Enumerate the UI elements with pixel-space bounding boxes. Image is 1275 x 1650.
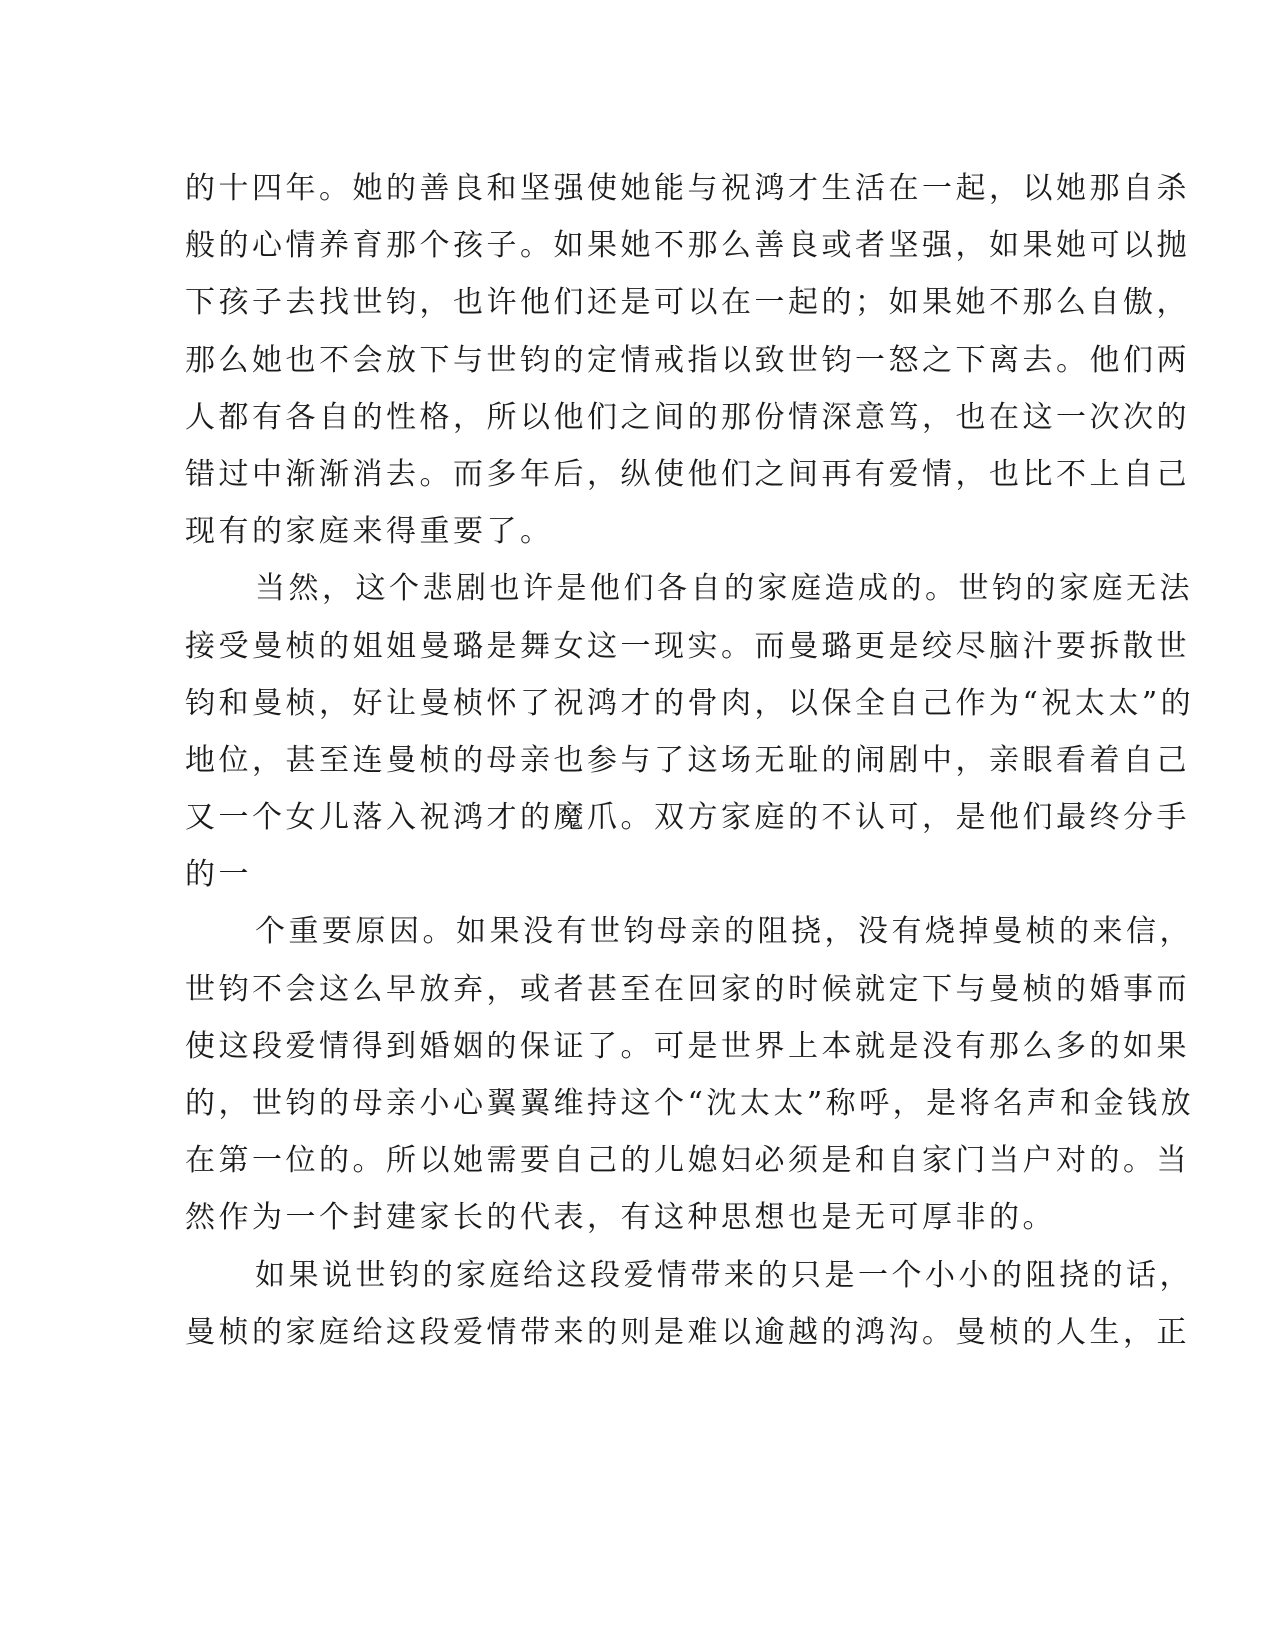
- text-line: 那么她也不会放下与世钧的定情戒指以致世钧一怒之下离去。他们两: [185, 342, 1190, 378]
- paragraph-start-line: 如果说世钧的家庭给这段爱情带来的只是一个小小的阻挠的话，: [255, 1257, 1193, 1293]
- text-line: 的，世钧的母亲小心翼翼维持这个“沈太太”称呼，是将名声和金钱放: [185, 1086, 1195, 1121]
- text-line: 然作为一个封建家长的代表，有这种思想也是无可厚非的。: [185, 1200, 1056, 1236]
- text-line: 接受曼桢的姐姐曼璐是舞女这一现实。而曼璐更是绞尽脑汁要拆散世: [185, 628, 1190, 664]
- text-line: 曼桢的家庭给这段爱情带来的则是难以逾越的鸿沟。曼桢的人生，正: [185, 1314, 1190, 1350]
- paragraph-start-line: 当然，这个悲剧也许是他们各自的家庭造成的。世钧的家庭无法: [255, 571, 1193, 607]
- text-line: 在第一位的。所以她需要自己的儿媳妇必须是和自家门当户对的。当: [185, 1143, 1190, 1179]
- text-line: 人都有各自的性格，所以他们之间的那份情深意笃，也在这一次次的: [185, 399, 1190, 435]
- text-line: 地位，甚至连曼桢的母亲也参与了这场无耻的闹剧中，亲眼看着自己: [185, 742, 1190, 778]
- text-line: 钧和曼桢，好让曼桢怀了祝鸿才的骨肉，以保全自己作为“祝太太”的: [185, 685, 1195, 721]
- text-line: 世钧不会这么早放弃，或者甚至在回家的时候就定下与曼桢的婚事而: [185, 971, 1190, 1007]
- text-line: 下孩子去找世钧，也许他们还是可以在一起的；如果她不那么自傲，: [185, 285, 1190, 321]
- text-line: 现有的家庭来得重要了。: [185, 514, 554, 550]
- body-text: [185, 160, 1195, 1361]
- text-line: 的一: [185, 857, 252, 893]
- text-line: 般的心情养育那个孩子。如果她不那么善良或者坚强，如果她可以抛: [185, 228, 1190, 264]
- text-line: 使这段爱情得到婚姻的保证了。可是世界上本就是没有那么多的如果: [185, 1028, 1190, 1064]
- text-line: 错过中渐渐消去。而多年后，纵使他们之间再有爱情，也比不上自己: [185, 456, 1190, 492]
- paragraph-start-line: 个重要原因。如果没有世钧母亲的阻挠，没有烧掉曼桢的来信，: [255, 914, 1193, 950]
- text-line: 又一个女儿落入祝鸿才的魔爪。双方家庭的不认可，是他们最终分手: [185, 800, 1190, 836]
- text-line: 的十四年。她的善良和坚强使她能与祝鸿才生活在一起，以她那自杀: [185, 171, 1190, 206]
